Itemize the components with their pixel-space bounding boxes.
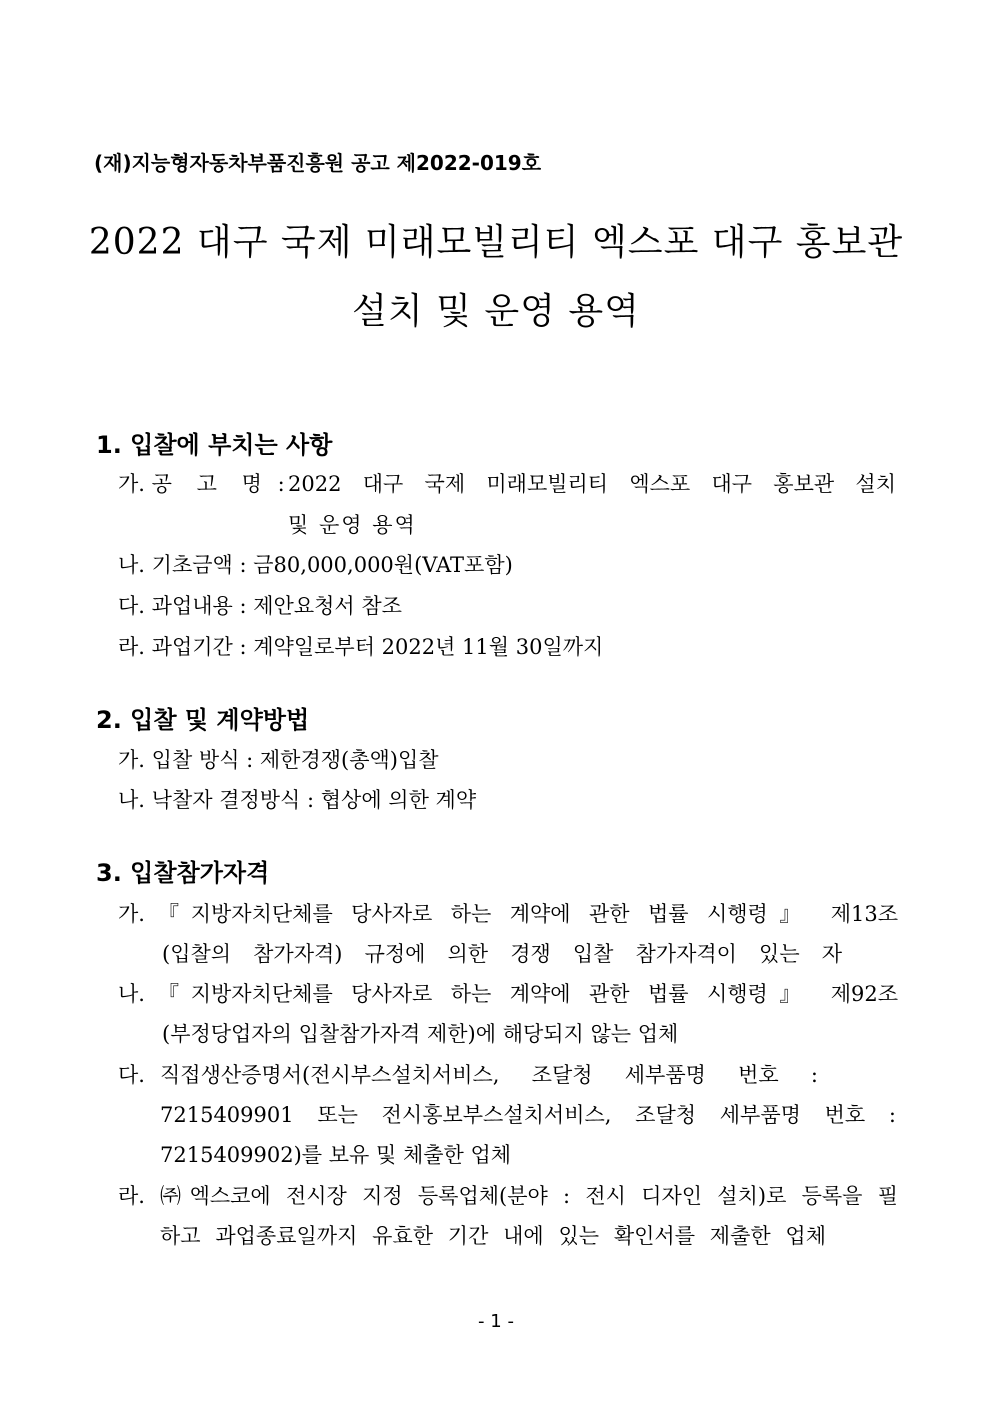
- section1-item-a: [118, 468, 285, 498]
- section1-item-d: [118, 631, 603, 661]
- item-text: ㈜엑스코에 전시장 지정 등록업체(분야 : 전시 디자인 설치)로 등록을 필: [160, 1184, 898, 1208]
- item-separator: :: [239, 594, 247, 618]
- item-label: 공 고 명: [151, 472, 271, 496]
- section2-item-a: [118, 744, 439, 774]
- item-text: 직접생산증명서(전시부스설치서비스, 조달청 세부품명 번호 :: [160, 1063, 818, 1087]
- section3-item-d-line2: [160, 1220, 826, 1250]
- item-marker: 라.: [118, 635, 145, 659]
- section2-heading: 2. 입찰 및 계약방법: [96, 706, 310, 734]
- section3-item-a-line2: [162, 938, 842, 968]
- section2-item-b: [118, 784, 476, 814]
- section1-heading: 1. 입찰에 부치는 사항: [96, 431, 333, 459]
- section3-item-b-line2: (부정당업자의 입찰참가자격 제한)에 해당되지 않는 업체: [162, 1022, 679, 1046]
- item-marker: 다.: [118, 594, 145, 618]
- section3-item-c-line3: 7215409902)를 보유 및 체출한 업체: [160, 1143, 512, 1167]
- section3-item-b-marker: 나.: [118, 982, 145, 1006]
- item-label: 과업기간: [151, 635, 233, 659]
- item-marker: 나.: [118, 553, 145, 577]
- section1-item-a-value-cont: 및 운영 용역: [288, 513, 417, 537]
- section3-item-b-line1: [158, 978, 898, 1008]
- item-value: 제안요청서 참조: [253, 594, 402, 618]
- section1-item-b: [118, 549, 513, 579]
- section1-item-a-value: [288, 468, 896, 498]
- item-value: 금80,000,000원(VAT포함): [253, 553, 513, 577]
- item-text: 하고 과업종료일까지 유효한 기간 내에 있는 확인서를 제출한 업체: [160, 1224, 826, 1248]
- item-label: 과업내용: [151, 594, 233, 618]
- section3-item-d-line1: [160, 1180, 898, 1210]
- page-number: - 1 -: [478, 1311, 514, 1332]
- document-title-line1: 2022 대구 국제 미래모빌리티 엑스포 대구 홍보관: [88, 222, 904, 263]
- item-marker: 가.: [118, 472, 145, 496]
- item-text: (입찰의 참가자격) 규정에 의한 경쟁 입찰 참가자격이 있는 자: [162, 942, 842, 966]
- item-text: 『지방자치단체를 당사자로 하는 계약에 관한 법률 시행령』 제92조: [158, 982, 898, 1006]
- section3-item-c-line2: [160, 1099, 896, 1129]
- item-text: 입찰 방식 : 제한경쟁(총액)입찰: [151, 748, 439, 772]
- item-marker: 가.: [118, 748, 145, 772]
- section3-item-a-line1: [158, 898, 898, 928]
- item-label: 기초금액: [151, 553, 233, 577]
- notice-number: (재)지능형자동차부품진흥원 공고 제2022-019호: [94, 151, 542, 175]
- section3-heading: 3. 입찰참가자격: [96, 859, 270, 887]
- item-text: 낙찰자 결정방식 : 협상에 의한 계약: [151, 788, 477, 812]
- item-separator: :: [239, 635, 247, 659]
- section3-item-d-marker: 라.: [118, 1184, 145, 1208]
- section3-item-c-marker: 다.: [118, 1063, 145, 1087]
- item-text: 『지방자치단체를 당사자로 하는 계약에 관한 법률 시행령』 제13조: [158, 902, 898, 926]
- item-separator: :: [277, 472, 285, 496]
- section1-item-c: [118, 590, 402, 620]
- item-value: 2022 대구 국제 미래모빌리티 엑스포 대구 홍보관 설치: [288, 472, 896, 496]
- section3-item-a-marker: 가.: [118, 902, 145, 926]
- item-separator: :: [239, 553, 247, 577]
- item-text: 7215409901 또는 전시홍보부스설치서비스, 조달청 세부품명 번호 :: [160, 1103, 896, 1127]
- item-marker: 나.: [118, 788, 145, 812]
- item-value: 계약일로부터 2022년 11월 30일까지: [253, 635, 604, 659]
- document-title-line2: 설치 및 운영 용역: [352, 291, 640, 332]
- section3-item-c-line1: [160, 1059, 818, 1089]
